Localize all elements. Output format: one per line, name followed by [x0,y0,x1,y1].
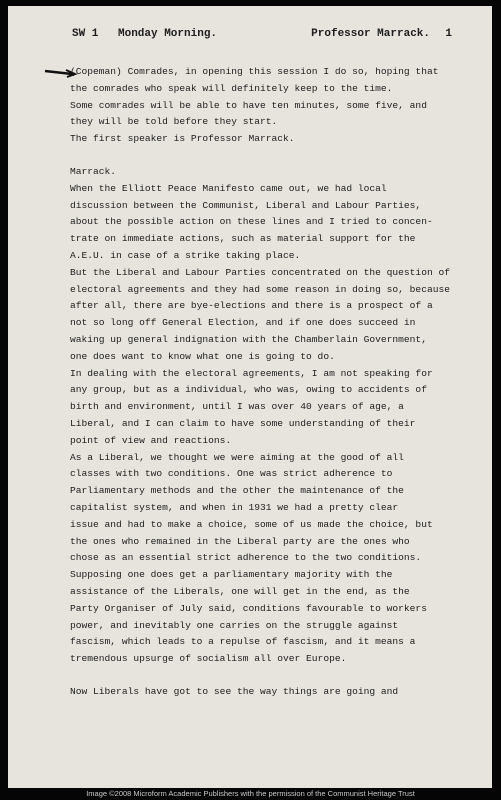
page-header [72,28,452,40]
transcript-line: In dealing with the electoral agreements, I am not speaking for [70,367,433,379]
transcript-line: Party Organiser of July said, conditions favourable to workers [70,602,427,614]
transcript-line: the ones who remained in the Liberal party are the ones who [70,535,410,547]
transcript-line: birth and environment, until I was over 40 years of age, a [70,401,404,413]
transcript-line: electoral agreements and they had some reason in doing so, because [70,283,450,295]
transcript-line: about the possible action on these lines and I tried to concen- [70,216,433,228]
transcript-line: When the Elliott Peace Manifesto came out, we had local [70,182,387,194]
transcript-line: Marrack. [70,165,117,177]
transcript-line: point of view and reactions. [70,434,232,446]
paragraph-gap [70,148,470,164]
transcript-line: Supposing one does get a parliamentary majority with the [70,569,393,581]
transcript-line: Liberal, and I can claim to have some understanding of their [70,417,416,429]
transcript-line: Some comrades will be able to have ten minutes, some five, and [70,99,427,111]
transcript-line: Parliamentary methods and the other the maintenance of the [70,485,404,497]
transcript-line: issue and had to make a choice, some of us made the choice, but [70,518,433,530]
document-page [8,6,492,788]
transcript-line: one does want to know what one is going to do. [70,350,335,362]
transcript-line: after all, there are bye-elections and there is a prospect of a [70,300,433,312]
transcript-line: any group, but as a individual, who was, owing to accidents of [70,384,427,396]
transcript-line: The first speaker is Professor Marrack. [70,133,295,145]
transcript-line: A.E.U. in case of a strike taking place. [70,249,301,261]
transcript-line: not so long off General Election, and if one does succeed in [70,317,416,329]
transcript-line: classes with two conditions. One was strict adherence to [70,468,393,480]
image-credit: Image ©2008 Microform Academic Publishers with the permission of the Communist Heritage Trust [86,789,415,798]
transcript-line: trate on immediate actions, such as material support for the [70,233,416,245]
transcript-line: Now Liberals have got to see the way things are going and [70,685,399,697]
page-number: 1 [445,28,452,40]
transcript-line: tremendous upsurge of socialism all over Europe. [70,653,347,665]
transcript-line: assistance of the Liberals, one will get in the end, as the [70,585,410,597]
session-day: Monday Morning. [118,28,218,40]
transcript-line: they will be told before they start. [70,116,278,128]
transcript-line: (Copeman) Comrades, in opening this session I do so, hoping that [70,66,439,77]
transcript-line: power, and inevitably one carries on the struggle against [70,619,399,631]
document-reference: SW 1 [72,28,99,40]
transcript-line: discussion between the Communist, Liberal and Labour Parties, [70,199,422,211]
speaker-heading: Professor Marrack. [311,28,430,40]
transcript-line: As a Liberal, we thought we were aiming at the good of all [70,451,404,463]
transcript-line: But the Liberal and Labour Parties concentrated on the question of [70,266,450,278]
transcript-line: waking up general indignation with the Chamberlain Government, [70,333,427,345]
transcript-body [70,64,470,701]
transcript-line: capitalist system, and when in 1931 we had a pretty clear [70,501,399,513]
transcript-line: chose as an essential strict adherence to the two conditions. [70,552,422,564]
transcript-line: the comrades who speak will definitely keep to the time. [70,82,393,94]
transcript-line: fascism, which leads to a repulse of fascism, and it means a [70,636,416,648]
paragraph-gap [70,668,470,684]
